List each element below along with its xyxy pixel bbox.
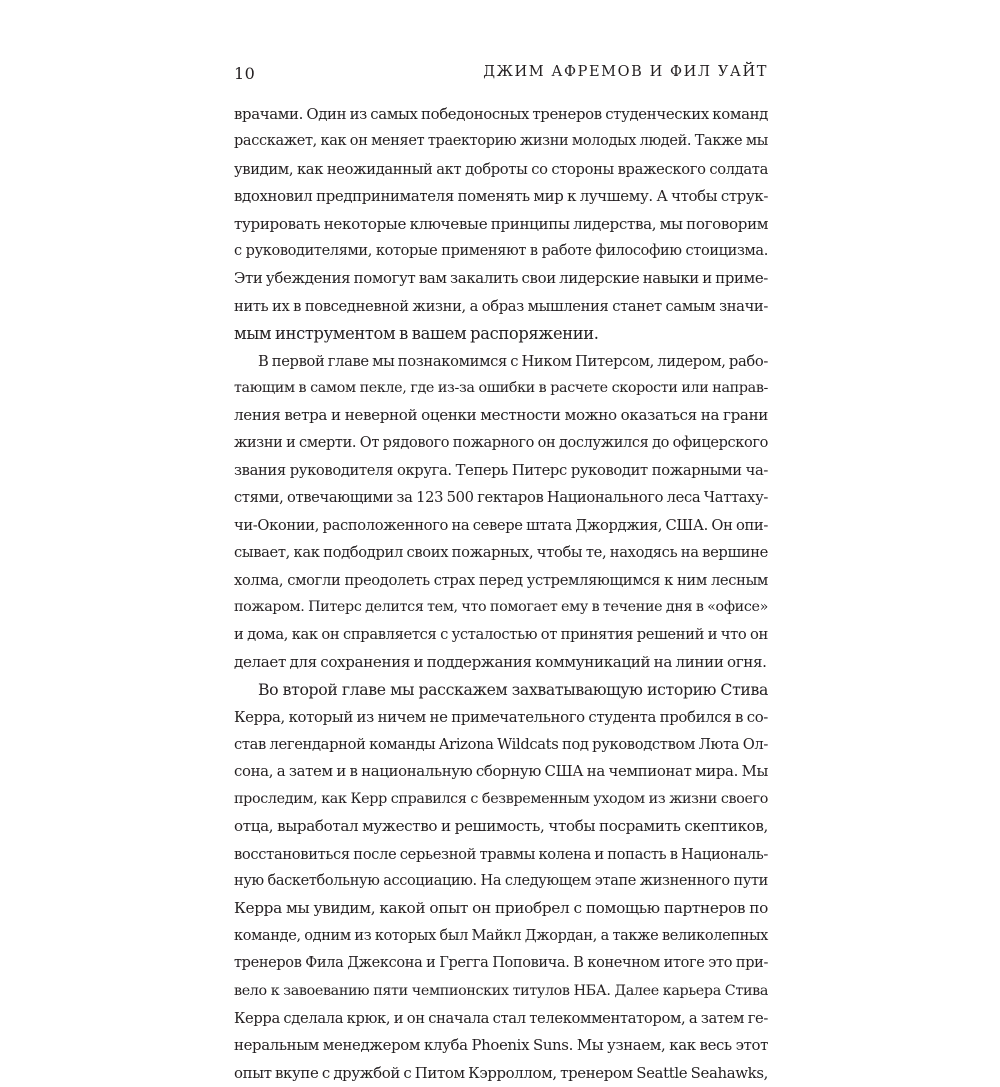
text-line: вело к завоеванию пяти чемпионских титулов НБА. Далее карьера Стива [234,982,768,999]
text-line: Эти убеждения помогут вам закалить свои лидерские навыки и приме- [234,269,768,288]
text-line: В первой главе мы познакомимся с Ником Питерсом, лидером, рабо- [258,352,768,370]
text-line: нить их в повседневной жизни, а образ мышления станет самым значи- [234,297,768,315]
text-line: проследим, как Керр справился с безвременным уходом из жизни своего [234,790,768,807]
text-line: и дома, как он справляется с усталостью от принятия решений и что он [234,626,768,644]
text-line: опыт вкупе с дружбой с Питом Кэрроллом, тренером Seattle Seahawks, [234,1063,768,1082]
text-line: врачами. Один из самых победоносных тренеров студенческих команд [234,105,768,123]
text-line: команде, одним из которых был Майкл Джордан, а также великолепных [234,927,768,944]
text-line: Керра, который из ничем не примечательного студента пробился в со- [234,707,768,726]
running-head-title: ДЖИМ АФРЕМОВ И ФИЛ УАЙТ [483,64,768,80]
text-line: делает для сохранения и поддержания коммуникаций на линии огня. [234,652,767,671]
text-line: пожаром. Питерс делится тем, что помогает ему в течение дня в «офисе» [234,599,768,616]
text-line: отца, выработал мужество и решимость, чтобы посрамить скептиков, [234,817,768,836]
body-text [234,101,768,1087]
text-line: стями, отвечающими за 123 500 гектаров Национального леса Чаттаху- [234,489,768,507]
text-line: чи-Оконии, расположенного на севере штата Джорджия, США. Он опи- [234,516,768,534]
text-line: с руководителями, которые применяют в работе философию стоицизма. [234,242,768,259]
text-line: Керра мы увидим, какой опыт он приобрел с помощью партнеров по [234,899,768,918]
text-line: Керра сделала крюк, и он сначала стал телекомментатором, а затем ге- [234,1009,768,1027]
running-header [234,64,768,90]
text-line: тающим в самом пекле, где из-за ошибки в расчете скорости или направ- [234,379,768,396]
text-line: ления ветра и неверной оценки местности можно оказаться на грани [234,406,768,425]
text-line: неральным менеджером клуба Phoenix Suns. Мы узнаем, как весь этот [234,1036,768,1055]
text-line: холма, смогли преодолеть страх перед устремляющимся к ним лесным [234,571,768,589]
text-line: сывает, как подбодрил своих пожарных, чтобы те, находясь на вершине [234,544,768,562]
text-line: турировать некоторые ключевые принципы лидерства, мы поговорим [234,214,769,233]
text-line: звания руководителя округа. Теперь Питерс руководит пожарными ча- [234,462,768,480]
text-line: увидим, как неожиданный акт доброты со стороны вражеского солдата [234,160,768,178]
text-line: мым инструментом в вашем распоряжении. [234,324,599,344]
text-line: вдохновил предпринимателя поменять мир к лучшему. А чтобы струк- [234,187,768,206]
page-number: 10 [234,64,256,83]
text-line: тренеров Фила Джексона и Грегга Поповича. В конечном итоге это при- [234,955,768,972]
text-line: расскажет, как он меняет траекторию жизни молодых людей. Также мы [234,133,768,150]
text-line: сона, а затем и в национальную сборную США на чемпионат мира. Мы [234,762,768,781]
text-line: став легендарной команды Arizona Wildcats под руководством Люта Ол- [234,735,768,753]
text-line: ную баскетбольную ассоциацию. На следующем этапе жизненного пути [234,872,768,889]
text-line: Во второй главе мы расскажем захватывающую историю Стива [258,680,768,700]
text-line: жизни и смерти. От рядового пожарного он дослужился до офицерского [234,434,768,451]
text-line: восстановиться после серьезной травмы колена и попасть в Националь- [234,845,768,863]
